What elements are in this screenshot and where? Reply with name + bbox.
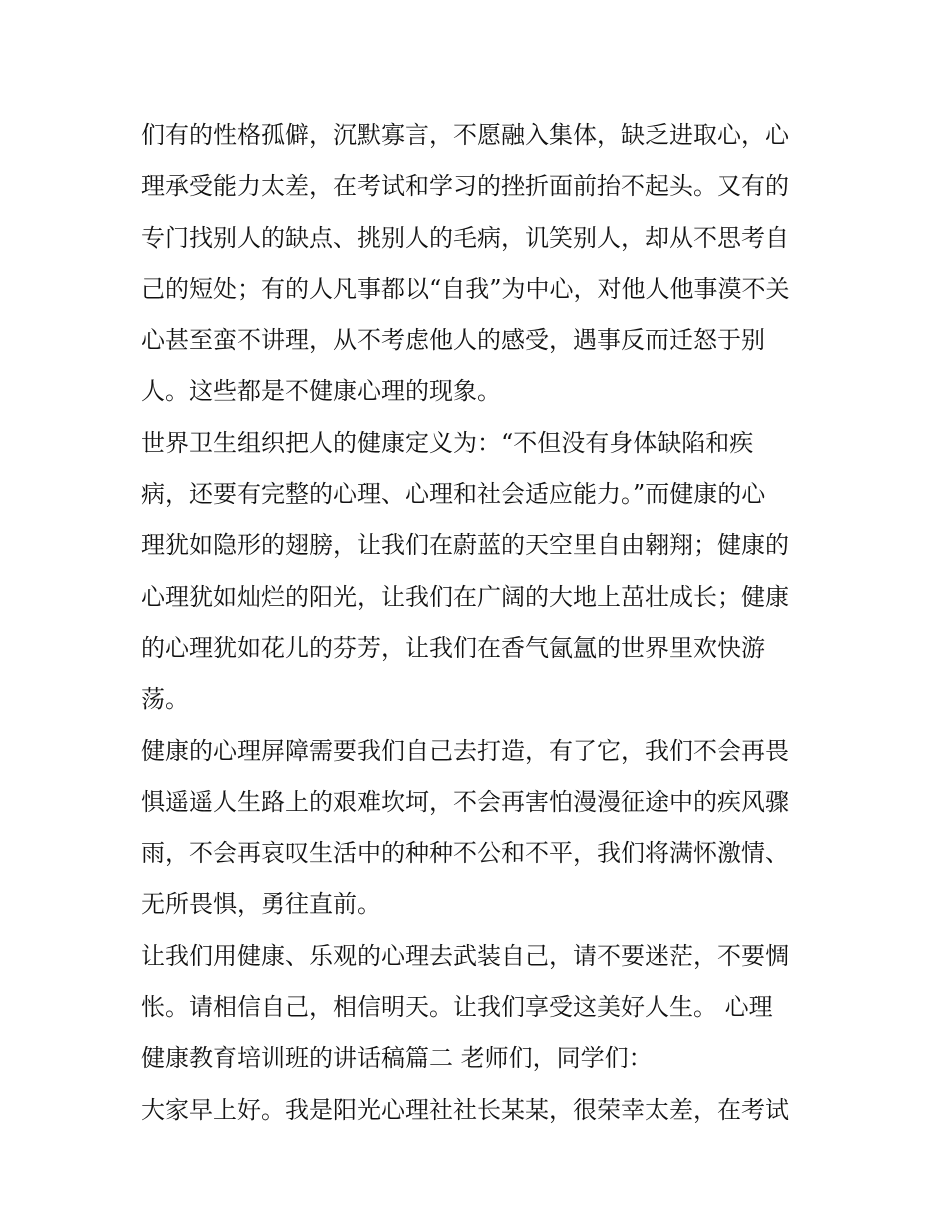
text-line: 大家早上好。我是阳光心理社社长某某，很荣幸太差，在考试 xyxy=(141,1095,789,1124)
text-line: 理承受能力太差，在考试和学习的挫折面前抬不起头。又有的 xyxy=(141,172,789,201)
text-line: 病，还要有完整的心理、心理和社会适应能力。”而健康的心 xyxy=(141,480,766,509)
text-line: 人。这些都是不健康心理的现象。 xyxy=(141,377,501,406)
text-line: 的心理犹如花儿的芬芳，让我们在香气氤氲的世界里欢快游 xyxy=(141,633,765,662)
text-line: 怅。请相信自己，相信明天。让我们享受这美好人生。 心理 xyxy=(141,993,773,1022)
text-line: 健康教育培训班的讲话稿篇二 老师们，同学们： xyxy=(141,1044,653,1073)
text-line: 己的短处；有的人凡事都以“自我”为中心，对他人他事漠不关 xyxy=(141,274,790,303)
text-line: 雨，不会再哀叹生活中的种种不公和不平，我们将满怀激情、 xyxy=(141,839,789,868)
text-line: 让我们用健康、乐观的心理去武装自己，请不要迷茫，不要惆 xyxy=(141,941,789,970)
text-line: 惧遥遥人生路上的艰难坎坷，不会再害怕漫漫征途中的疾风骤 xyxy=(141,787,789,816)
text-line: 理犹如隐形的翅膀，让我们在蔚蓝的天空里自由翱翔；健康的 xyxy=(141,531,789,560)
text-line: 世界卫生组织把人的健康定义为：“不但没有身体缺陷和疾 xyxy=(141,428,754,457)
text-line: 们有的性格孤僻，沉默寡言，不愿融入集体，缺乏进取心，心 xyxy=(141,121,789,149)
text-line: 健康的心理屏障需要我们自己去打造，有了它，我们不会再畏 xyxy=(141,736,789,765)
text-line: 心理犹如灿烂的阳光，让我们在广阔的大地上茁壮成长；健康 xyxy=(141,582,789,611)
text-line: 无所畏惧，勇往直前。 xyxy=(141,890,381,919)
document-body xyxy=(141,110,821,1136)
text-line: 心甚至蛮不讲理，从不考虑他人的感受，遇事反而迁怒于别 xyxy=(141,326,765,355)
text-line: 专门找别人的缺点、挑别人的毛病，讥笑别人，却从不思考自 xyxy=(141,223,789,252)
text-line: 荡。 xyxy=(141,685,189,714)
